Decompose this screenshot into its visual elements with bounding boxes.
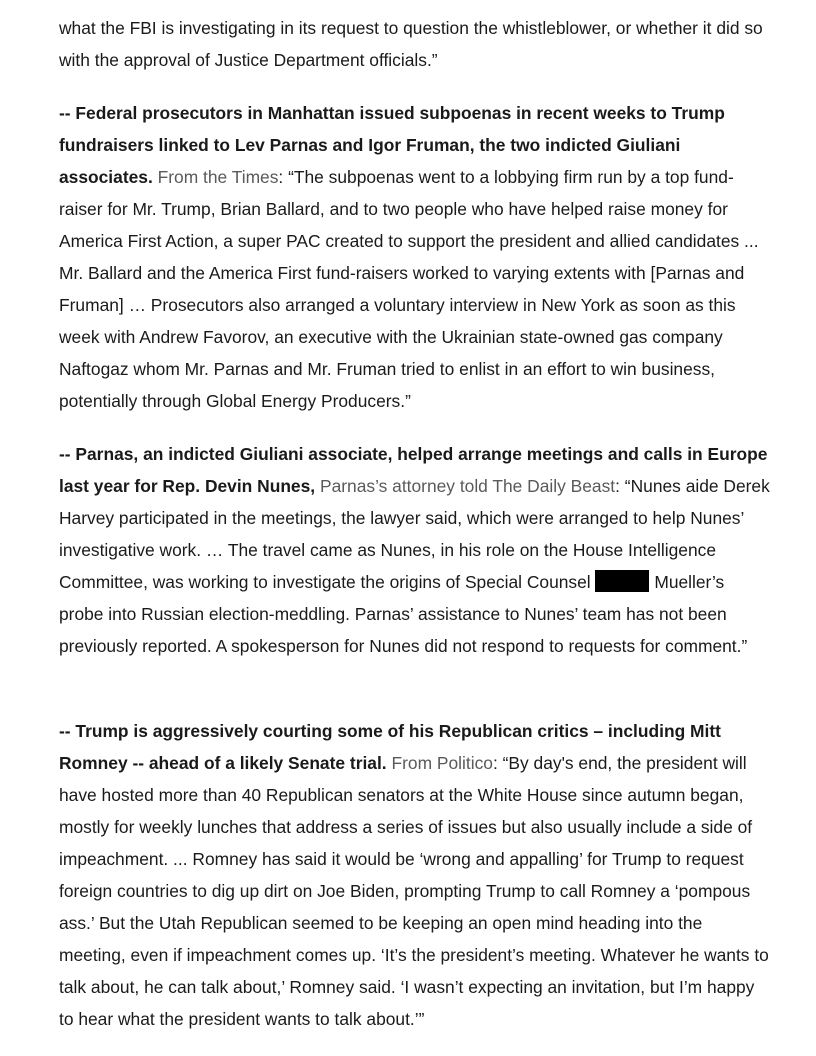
paragraph-quote: : “By day's end, the president will have hosted more than 40 Republican senators at the White House since autumn began, mostly for weekly lunches that address a series of issues but also usually include a side of impeachment. ... Romney has said it would be ‘wrong and appalling’ for Trump to request foreign countries to dig up dirt on Joe Biden, prompting Trump to call Romney a ‘pompous ass.’ But the Utah Republican seemed to be keeping an open mind heading into the meeting, even if impeachment comes up. ‘It’s the president’s meeting. Whatever he wants to talk about, he can talk about,’ Romney said. ‘I wasn’t expecting an invitation, but I’m happy to hear what the president wants to talk about.’” <box>59 753 769 1029</box>
redaction-box <box>595 570 649 592</box>
paragraph-fbi-continuation <box>59 12 771 76</box>
source-attribution: From Politico <box>391 753 493 773</box>
paragraph-lead: -- Trump is aggressively courting some of his Republican critics – including Mitt Romney -- ahead of a likely Senate trial. <box>59 721 721 773</box>
paragraph-quote: : “Nunes aide Derek Harvey participated in the meetings, the lawyer said, which were arranged to help Nunes’ investigative work. … The travel came as Nunes, in his role on the House Intelligence Committee, was working to investigate the origins of Special Counsel <box>59 476 770 592</box>
paragraph-lead: -- Federal prosecutors in Manhattan issued subpoenas in recent weeks to Trump fundraisers linked to Lev Parnas and Igor Fruman, the two indicted Giuliani associates. <box>59 103 725 187</box>
paragraph-romney <box>59 715 771 1035</box>
paragraph-subpoenas <box>59 97 771 417</box>
paragraph-quote-continued: Mueller’s probe into Russian election-meddling. Parnas’ assistance to Nunes’ team has not been previously reported. A spokesperson for Nunes did not respond to requests for comment.” <box>59 572 748 656</box>
source-attribution: Parnas’s attorney told The Daily Beast <box>319 476 616 496</box>
paragraph-text: what the FBI is investigating in its request to question the whistleblower, or whether it did so with the approval of Justice Department officials.” <box>59 18 763 70</box>
paragraph-lead: -- Parnas, an indicted Giuliani associate, helped arrange meetings and calls in Europe last year for Rep. Devin Nunes, <box>59 444 768 496</box>
paragraph-parnas-nunes <box>59 438 771 662</box>
source-attribution: From the Times <box>157 167 279 187</box>
paragraph-quote: : “The subpoenas went to a lobbying firm run by a top fund-raiser for Mr. Trump, Brian Ballard, and to two people who have helped raise money for America First Action, a super PAC created to support the president and allied candidates ... Mr. Ballard and the America First fund-raisers worked to varying extents with [Parnas and Fruman] … Prosecutors also arranged a voluntary interview in New York as soon as this week with Andrew Favorov, an executive with the Ukrainian state-owned gas company Naftogaz whom Mr. Parnas and Mr. Fruman tried to enlist in an effort to win business, potentially through Global Energy Producers.” <box>59 167 759 411</box>
